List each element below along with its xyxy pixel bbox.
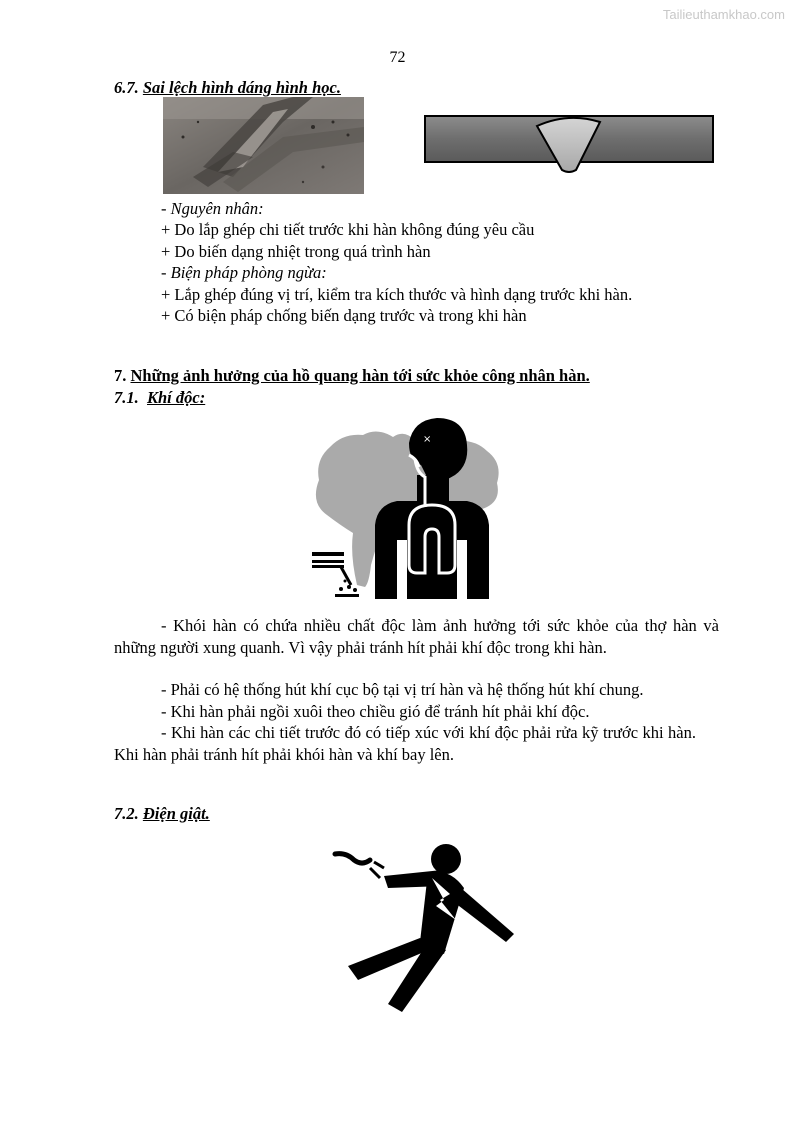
- prevention-item: + Có biện pháp chống biến dạng trước và trong khi hàn: [161, 306, 527, 325]
- body-paragraph: - Khi hàn phải ngồi xuôi theo chiều gió để tránh hít phải khí độc.: [161, 702, 590, 721]
- section-7-title: Những ảnh hưởng của hồ quang hàn tới sức khỏe công nhân hàn.: [130, 366, 590, 385]
- section-7-2-heading: [114, 804, 210, 824]
- section-7-2-number: 7.2.: [114, 804, 139, 823]
- section-7-1-heading: [114, 388, 205, 408]
- prevention-label: - Biện pháp phòng ngừa:: [161, 263, 327, 282]
- page-number: 72: [389, 49, 406, 66]
- section-6-7-title: Sai lệch hình dáng hình học.: [142, 78, 341, 97]
- section-7-1-number: 7.1.: [114, 388, 139, 407]
- cause-item: + Do lắp ghép chi tiết trước khi hàn không đúng yêu cầu: [161, 220, 535, 239]
- section-7-1-title: Khí độc:: [147, 388, 206, 407]
- section-7-heading: [114, 366, 590, 386]
- electric-shock-icon: [332, 842, 520, 1014]
- prevention-item: + Lắp ghép đúng vị trí, kiểm tra kích thước và hình dạng trước khi hàn.: [161, 285, 633, 304]
- body-paragraph: - Phải có hệ thống hút khí cục bộ tại vị trí hàn và hệ thống hút khí chung.: [161, 680, 644, 699]
- body-paragraph: - Khi hàn các chi tiết trước đó có tiếp xúc với khí độc phải rửa kỹ trước khi hàn. Khi hàn phải tránh hít phải khói hàn và khí bay lên.: [114, 723, 696, 764]
- section-7-number: 7.: [114, 366, 127, 385]
- section-7-2-title: Điện giật.: [142, 804, 210, 823]
- svg-text:×: ×: [423, 434, 432, 445]
- toxic-gas-icon: [305, 415, 505, 605]
- cause-item: + Do biến dạng nhiệt trong quá trình hàn: [161, 242, 431, 261]
- butt-weld-diagram: [424, 114, 714, 174]
- body-paragraph: - Khói hàn có chứa nhiều chất độc làm ảnh hưởng tới sức khỏe của thợ hàn và những người xung quanh. Vì vậy phải tránh hít phải khí độc trong khi hàn.: [114, 616, 719, 657]
- section-6-7-heading: [114, 78, 341, 98]
- section-6-7-number: 6.7.: [114, 78, 139, 97]
- watermark: Tailieuthamkhao.com: [662, 7, 785, 22]
- cause-label: - Nguyên nhân:: [161, 199, 264, 218]
- weld-distortion-photo: [163, 97, 364, 194]
